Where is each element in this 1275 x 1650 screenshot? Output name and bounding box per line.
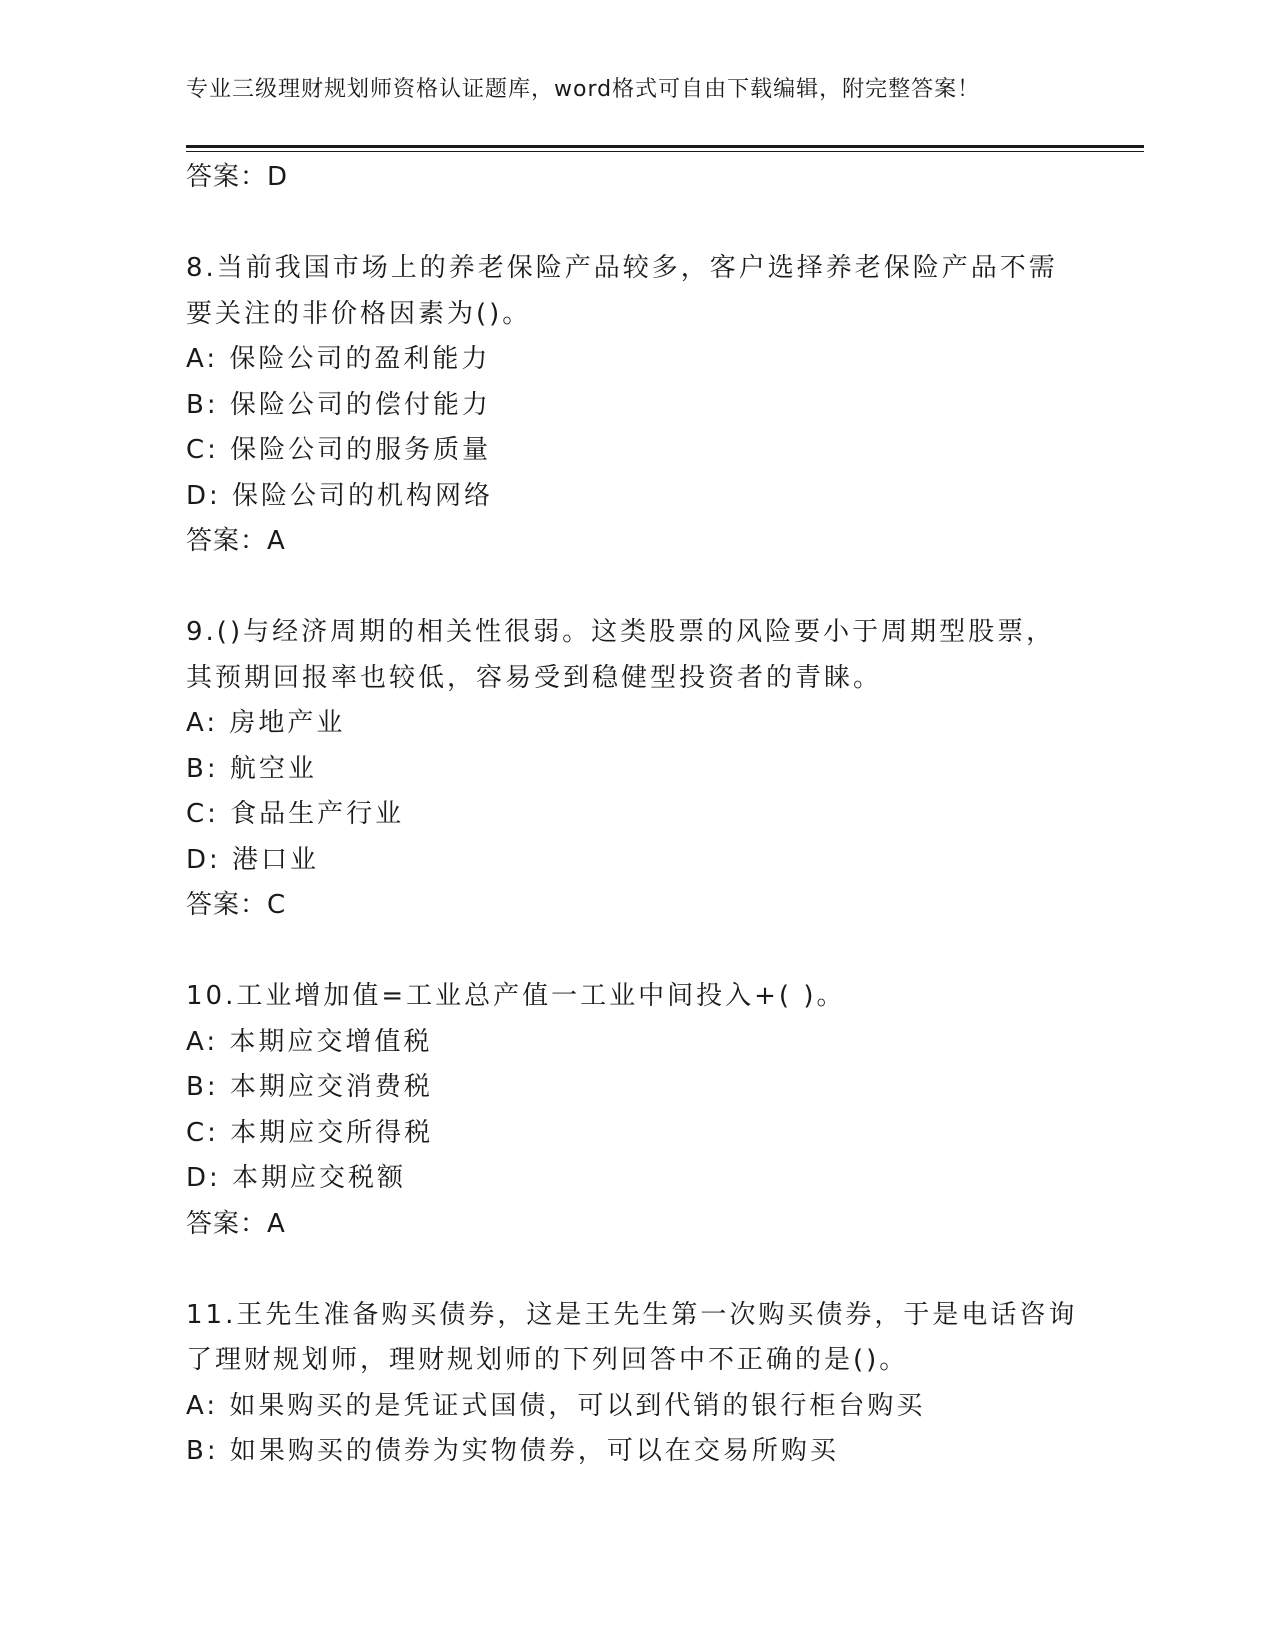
option-c: C: 食品生产行业 [186, 799, 405, 829]
option-b: B: 本期应交消费税 [186, 1072, 433, 1102]
option-a: A: 房地产业 [186, 708, 346, 738]
header-rule-thick [186, 145, 1144, 148]
option-c: C: 保险公司的服务质量 [186, 435, 492, 465]
option-a: A: 如果购买的是凭证式国债，可以到代销的银行柜台购买 [186, 1390, 926, 1421]
answer-line: 答案：A [186, 526, 286, 556]
option-d: D: 本期应交税额 [186, 1163, 407, 1193]
question-text: 10.工业增加值=工业总产值一工业中间投入+( )。 [186, 981, 846, 1011]
question-text: 了理财规划师，理财规划师的下列回答中不正确的是()。 [186, 1345, 909, 1375]
option-b: B: 如果购买的债券为实物债券，可以在交易所购买 [186, 1436, 839, 1466]
question-block [186, 610, 1086, 929]
option-d: D: 港口业 [186, 844, 320, 875]
question-text: 8.当前我国市场上的养老保险产品较多，客户选择养老保险产品不需 [186, 253, 1058, 283]
option-c: C: 本期应交所得税 [186, 1117, 434, 1148]
answer-line: 答案：D [186, 162, 289, 192]
question-text: 要关注的非价格因素为()。 [186, 298, 532, 329]
option-b: B: 航空业 [186, 753, 317, 784]
question-text: 其预期回报率也较低，容易受到稳健型投资者的青睐。 [186, 662, 883, 693]
question-text: 11.王先生准备购买债券，这是王先生第一次购买债券，于是电话咨询 [186, 1299, 1078, 1330]
question-block [186, 1293, 1086, 1475]
option-a: A: 保险公司的盈利能力 [186, 344, 491, 374]
document-body [186, 155, 1086, 1475]
question-text: 9.()与经济周期的相关性很弱。这类股票的风险要小于周期型股票， [186, 617, 1056, 647]
option-d: D: 保险公司的机构网络 [186, 480, 494, 511]
option-b: B: 保险公司的偿付能力 [186, 389, 491, 420]
page-header: 专业三级理财规划师资格认证题库，word格式可自由下载编辑，附完整答案！ [186, 77, 981, 102]
option-a: A: 本期应交增值税 [186, 1026, 433, 1057]
answer-line: 答案：A [186, 1208, 286, 1239]
question-block [186, 974, 1086, 1247]
question-block [186, 246, 1086, 565]
header-rule-thin [186, 151, 1144, 152]
answer-line: 答案：C [186, 890, 287, 920]
